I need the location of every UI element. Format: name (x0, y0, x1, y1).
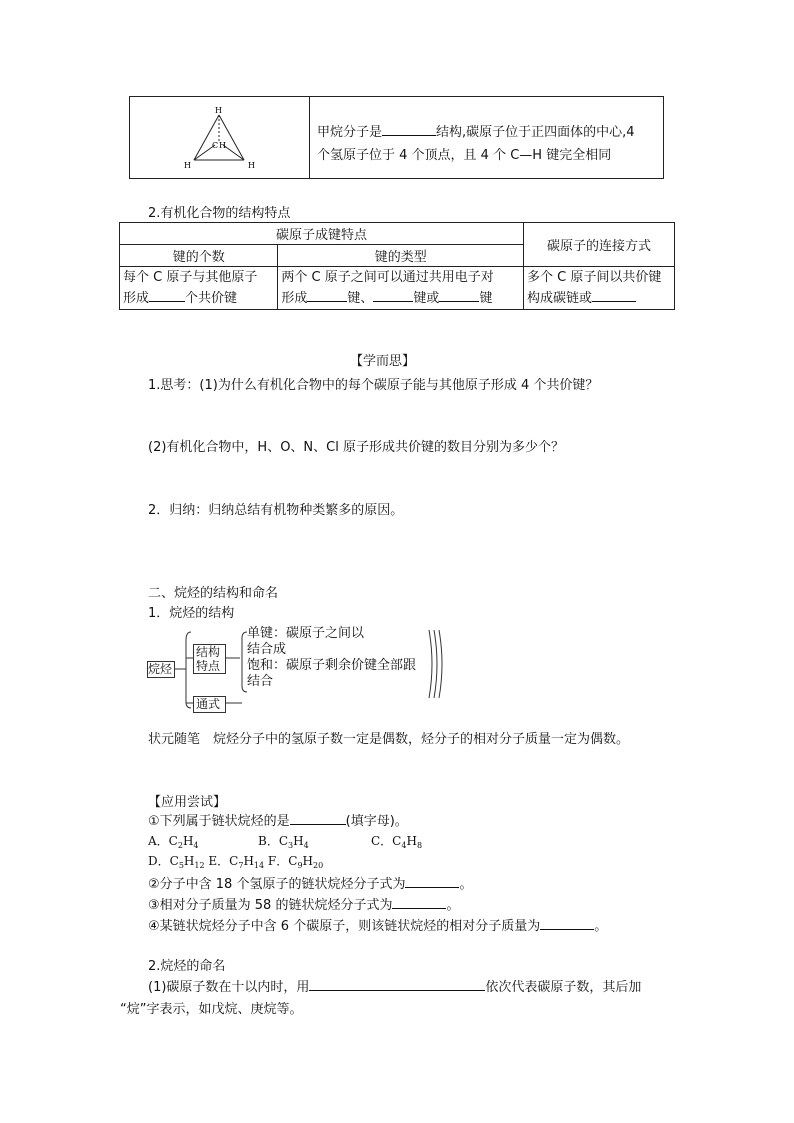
naming-title: 2.烷烃的命名 (148, 959, 226, 974)
blank-bond-triple[interactable] (439, 289, 479, 302)
col-type: 键的类型 (278, 245, 524, 267)
opt-c-sub2: 8 (416, 841, 423, 850)
opt-d-sub1: 5 (178, 861, 184, 870)
think-question2: (2)有机化合物中，H、O、N、Cl 原子形成共价键的数目分别为多少个？ (148, 440, 564, 455)
blank-apply-q3[interactable] (392, 896, 446, 909)
opt-b-sub2: 4 (303, 841, 309, 850)
apply-q1 (148, 810, 408, 829)
blank-apply-q1[interactable] (290, 812, 346, 825)
options-def (148, 852, 323, 870)
header-features: 碳原子成键特点 (120, 223, 524, 245)
apply-q3a: ③相对分子质量为 58 的链状烷烃分子式为 (148, 898, 393, 913)
opt-c-sub1: 4 (401, 841, 407, 850)
opt-a-c: A．C (148, 834, 178, 848)
naming-l1b: 依次代表碳原子数，其后加 (485, 980, 642, 995)
struct-l2: 特点 (196, 659, 221, 673)
blank-bond-double[interactable] (373, 289, 413, 302)
methane-desc-line2: 个氢原子位于 4 个顶点，且 4 个 C—H 键完全相同 (317, 148, 612, 163)
opt-e-sub2: 14 (253, 861, 265, 870)
opt-a-sub1: 2 (177, 841, 183, 850)
apply-q1a: ①下列属于链状烷烃的是 (148, 814, 290, 829)
sat-l1: 饱和：碳原子剩余价键全部跟 (247, 658, 417, 673)
connect-line1: 多个 C 原子间以共价键 (527, 270, 662, 285)
opt-b-sub1: 3 (288, 841, 294, 850)
section2-title: 2.有机化合物的结构特点 (148, 206, 291, 221)
type-l2b: 键、 (347, 291, 374, 306)
apply-q2 (148, 873, 472, 892)
think-question3: 2．归纳：归纳总结有机物种类繁多的原因。 (148, 503, 404, 518)
think-question1: 1.思考：(1)为什么有机化合物中的每个碳原子能与其他原子形成 4 个共价键？ (148, 378, 599, 393)
count-line1: 每个 C 原子与其他原子 (123, 270, 258, 285)
cell-type (278, 267, 524, 310)
apply-heading: 【应用尝试】 (148, 795, 227, 810)
methane-tetrahedron-diagram (182, 103, 262, 173)
edge-top-left (194, 115, 219, 160)
single-l2: 结合成 (247, 642, 287, 657)
struct-l1: 结构 (196, 645, 221, 659)
blank-bond-single[interactable] (307, 289, 347, 302)
blank-bond-count[interactable] (149, 289, 185, 302)
opt-b-h: H (293, 834, 304, 848)
apply-q4b: 。 (594, 919, 608, 934)
apply-q2a: ②分子中含 18 个氢原子的链状烷烃分子式为 (148, 877, 406, 892)
opt-f-h: H (302, 854, 313, 868)
methane-desc-a: 甲烷分子是 (317, 125, 383, 140)
opt-f-sub2: 20 (313, 861, 324, 870)
blank-apply-q4[interactable] (540, 917, 594, 930)
blank-apply-q2[interactable] (405, 875, 459, 888)
methane-description (317, 121, 635, 167)
study-note (148, 728, 629, 747)
option-a (148, 832, 199, 850)
atom-h-left: H (184, 161, 191, 170)
apply-q3b: 。 (446, 898, 460, 913)
naming-l1a: (1)碳原子数在十以内时，用 (148, 980, 310, 995)
right-brackets (426, 628, 446, 703)
edge-top-right (219, 115, 244, 160)
opt-d-sub2: 12 (194, 861, 205, 870)
opt-e-sub1: 7 (238, 861, 244, 870)
cell-connect (524, 267, 675, 310)
edge-center-right (223, 145, 244, 160)
apply-q4a: ④某链状烷烃分子中含 6 个碳原子，则该链状烷烃的相对分子质量为 (148, 919, 541, 934)
alkane-label-box: 烷烃 (147, 661, 175, 678)
blank-naming-chars[interactable] (309, 978, 485, 991)
option-c (371, 832, 422, 850)
opt-f-sub1: 9 (297, 861, 303, 870)
type-l2a: 形成 (281, 291, 308, 306)
formula-box: 通式 (193, 696, 226, 713)
opt-d-c: D．C (148, 854, 179, 868)
part2-title: 二、烷烃的结构和命名 (148, 586, 279, 601)
methane-desc-b: 结构,碳原子位于正四面体的中心,4 (436, 125, 635, 140)
sat-l2: 结合 (247, 674, 274, 689)
count-l2b: 个共价键 (185, 291, 238, 306)
atom-h-top: H (215, 106, 222, 115)
apply-q2b: 。 (459, 877, 473, 892)
opt-f-c: F．C (267, 854, 298, 868)
part2-sub1: 1．烷烃的结构 (148, 606, 235, 621)
note-text: 烷烃分子中的氢原子数一定是偶数，烃分子的相对分子质量一定为偶数。 (213, 732, 630, 747)
think-heading: 【学而思】 (350, 354, 416, 369)
option-b (258, 832, 309, 850)
type-line1: 两个 C 原子之间可以通过共用电子对 (281, 270, 494, 285)
table-divider (309, 97, 310, 178)
opt-a-sub2: 4 (193, 841, 199, 850)
cell-count (120, 267, 278, 310)
methane-structure-table (129, 96, 664, 179)
opt-a-h: H (182, 834, 194, 848)
apply-q3 (148, 894, 459, 913)
header-connect: 碳原子的连接方式 (524, 223, 675, 267)
struct-feature-box (193, 644, 226, 674)
naming-line2: “烷”字表示，如戊烷、庚烷等。 (120, 1002, 303, 1017)
opt-d-h: H (183, 854, 195, 868)
naming-line1 (148, 976, 641, 995)
count-l2a: 形成 (123, 291, 150, 306)
opt-e-h: H (243, 854, 254, 868)
apply-q4 (148, 915, 607, 934)
connect-l2: 构成碳链或 (527, 291, 593, 306)
opt-b-c: B．C (258, 834, 289, 848)
col-count: 键的个数 (120, 245, 278, 267)
note-label: 状元随笔 (148, 732, 201, 747)
apply-q1b: (填字母)。 (345, 814, 408, 829)
bond-feature-table (119, 222, 675, 310)
opt-c-c: C．C (371, 834, 402, 848)
type-l2c: 键或 (413, 291, 440, 306)
opt-e-c: E．C (208, 854, 239, 868)
single-l1: 单键：碳原子之间以 (247, 626, 365, 641)
atom-c-center: C (212, 141, 219, 150)
blank-methane-structure[interactable] (382, 123, 436, 136)
single-bond-text (247, 626, 416, 690)
atom-h-right: H (248, 161, 255, 170)
atom-h-center: H (219, 141, 226, 150)
opt-c-h: H (406, 834, 417, 848)
type-l2d: 键 (479, 291, 493, 306)
blank-carbon-ring[interactable] (592, 289, 636, 302)
